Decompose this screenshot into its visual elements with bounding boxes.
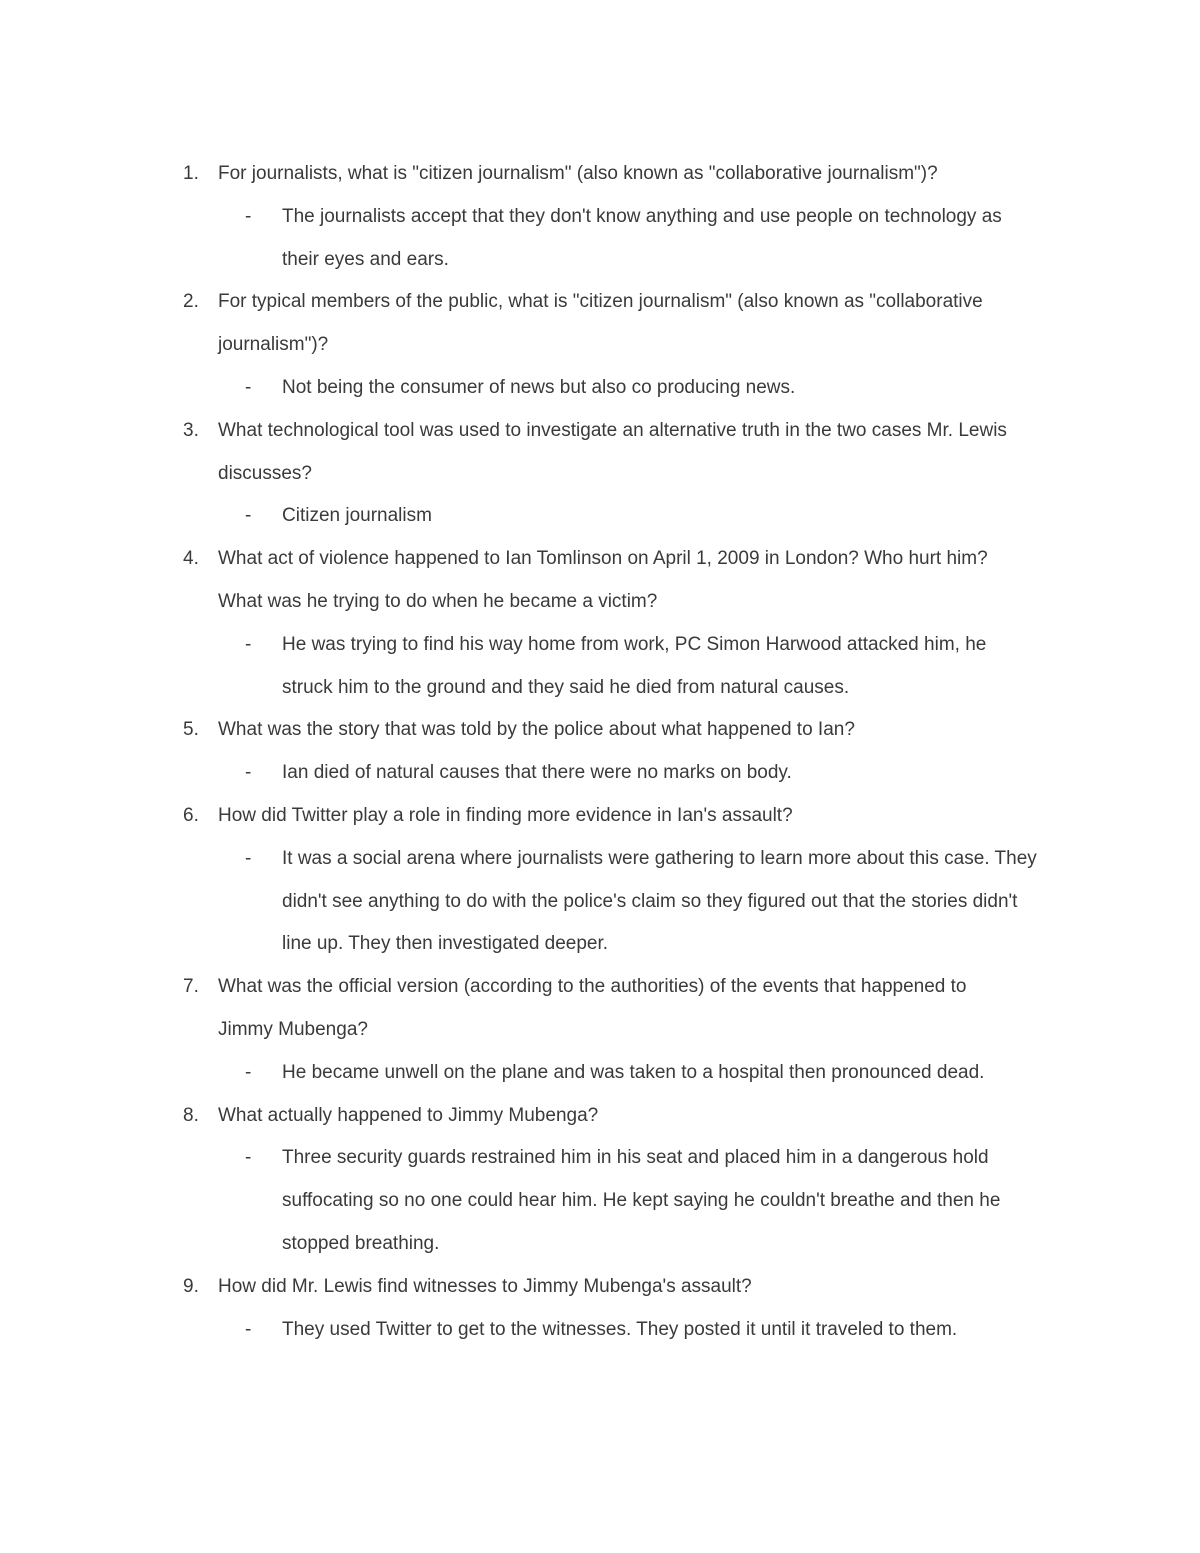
question-text: journalism")? [218,334,329,356]
document-body [0,153,1200,1351]
answer-line [0,239,1200,282]
answer-line [0,1309,1200,1352]
answer-text: The journalists accept that they don't know anything and use people on technology as [282,205,1002,227]
question-text: What act of violence happened to Ian Tomlinson on April 1, 2009 in London? Who hurt him? [218,548,988,570]
question-line [0,1266,1200,1309]
answer-line [0,667,1200,710]
answer-line [0,1180,1200,1223]
answer-line [0,624,1200,667]
answer-text: stopped breathing. [282,1232,440,1254]
answer-line [0,495,1200,538]
question-line [0,453,1200,496]
answer-bullet: - [245,205,252,227]
question-text: What was the official version (according to the authorities) of the events that happened to [218,976,967,998]
question-text: What was the story that was told by the police about what happened to Ian? [218,719,855,741]
answer-bullet: - [245,1318,252,1340]
answer-bullet: - [245,1061,252,1083]
question-line [0,1095,1200,1138]
question-number: 3. [183,419,199,441]
answer-line [0,923,1200,966]
question-item [0,1095,1200,1266]
question-line [0,538,1200,581]
answer-line [0,1052,1200,1095]
question-number: 6. [183,804,199,826]
question-line [0,1009,1200,1052]
answer-bullet: - [245,1147,252,1169]
question-number: 5. [183,719,199,741]
question-line [0,581,1200,624]
answer-line [0,1137,1200,1180]
question-text: For typical members of the public, what is "citizen journalism" (also known as "collaborative [218,291,983,313]
answer-text: line up. They then investigated deeper. [282,933,609,955]
answer-text: suffocating so no one could hear him. He kept saying he couldn't breathe and then he [282,1190,1001,1212]
answer-line [0,1223,1200,1266]
answer-text: Three security guards restrained him in his seat and placed him in a dangerous hold [282,1147,989,1169]
question-text: What technological tool was used to investigate an alternative truth in the two cases Mr. Lewis [218,419,1007,441]
question-number: 9. [183,1275,199,1297]
answer-text: Ian died of natural causes that there were no marks on body. [282,762,792,784]
question-item [0,153,1200,281]
question-text: For journalists, what is "citizen journalism" (also known as "collaborative journalism")? [218,163,938,184]
answer-bullet: - [245,633,252,655]
answer-text: Not being the consumer of news but also co producing news. [282,376,796,398]
question-number: 4. [183,548,199,570]
answer-line [0,881,1200,924]
answer-line [0,196,1200,239]
answer-text: Citizen journalism [282,505,432,527]
question-item [0,538,1200,709]
question-item [0,410,1200,538]
question-text: Jimmy Mubenga? [218,1018,368,1040]
question-number: 2. [183,291,199,313]
question-item [0,709,1200,795]
question-line [0,153,1200,196]
answer-text: It was a social arena where journalists were gathering to learn more about this case. They [282,847,1037,869]
question-text: How did Twitter play a role in finding more evidence in Ian's assault? [218,804,793,826]
question-item [0,795,1200,966]
question-text: What actually happened to Jimmy Mubenga? [218,1104,599,1126]
question-line [0,281,1200,324]
answer-text: their eyes and ears. [282,248,449,270]
question-item [0,281,1200,409]
answer-text: He became unwell on the plane and was taken to a hospital then pronounced dead. [282,1061,985,1083]
answer-bullet: - [245,376,252,398]
answer-bullet: - [245,762,252,784]
question-line [0,966,1200,1009]
answer-text: didn't see anything to do with the police's claim so they figured out that the stories didn't [282,890,1018,912]
answer-text: He was trying to find his way home from work, PC Simon Harwood attacked him, he [282,633,987,655]
answer-text: They used Twitter to get to the witnesses. They posted it until it traveled to them. [282,1318,958,1340]
answer-line [0,752,1200,795]
question-line [0,795,1200,838]
answer-text: struck him to the ground and they said he died from natural causes. [282,676,850,698]
question-text: What was he trying to do when he became a victim? [218,590,658,612]
answer-bullet: - [245,847,252,869]
question-text: How did Mr. Lewis find witnesses to Jimmy Mubenga's assault? [218,1275,752,1297]
question-text: discusses? [218,462,312,484]
question-line [0,324,1200,367]
answer-line [0,367,1200,410]
answer-line [0,838,1200,881]
question-number: 1. [183,163,199,184]
question-number: 7. [183,976,199,998]
question-item [0,1266,1200,1352]
question-line [0,410,1200,453]
question-item [0,966,1200,1094]
answer-bullet: - [245,505,252,527]
question-number: 8. [183,1104,199,1126]
question-line [0,709,1200,752]
